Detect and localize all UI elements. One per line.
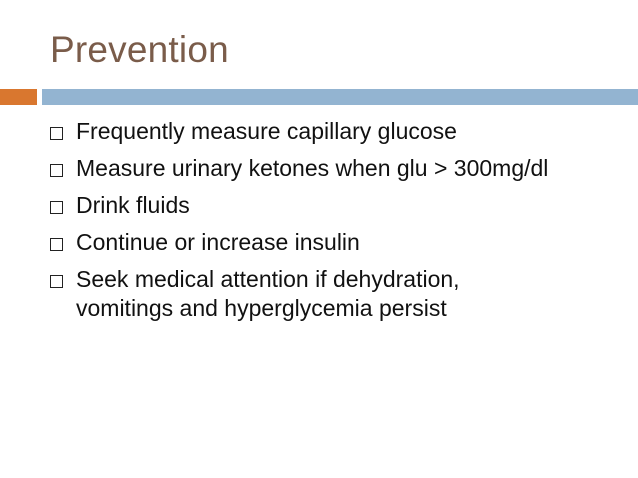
title-rule xyxy=(42,89,638,105)
square-bullet-icon xyxy=(50,127,63,140)
list-item xyxy=(48,154,623,183)
bullet-text: Seek medical attention if dehydration, vomitings and hyperglycemia persist xyxy=(76,266,460,321)
list-item xyxy=(48,265,623,323)
square-bullet-icon xyxy=(50,164,63,177)
square-bullet-icon xyxy=(50,275,63,288)
list-item xyxy=(48,117,623,146)
square-bullet-icon xyxy=(50,201,63,214)
bullet-list xyxy=(48,117,623,331)
title-rule-accent xyxy=(0,89,37,105)
bullet-text: Continue or increase insulin xyxy=(76,229,360,255)
square-bullet-icon xyxy=(50,238,63,251)
bullet-text: Drink fluids xyxy=(76,192,190,218)
slide-title: Prevention xyxy=(50,29,229,70)
bullet-text: Measure urinary ketones when glu > 300mg/dl xyxy=(76,155,549,181)
list-item xyxy=(48,228,623,257)
bullet-text: Frequently measure capillary glucose xyxy=(76,118,457,144)
list-item xyxy=(48,191,623,220)
